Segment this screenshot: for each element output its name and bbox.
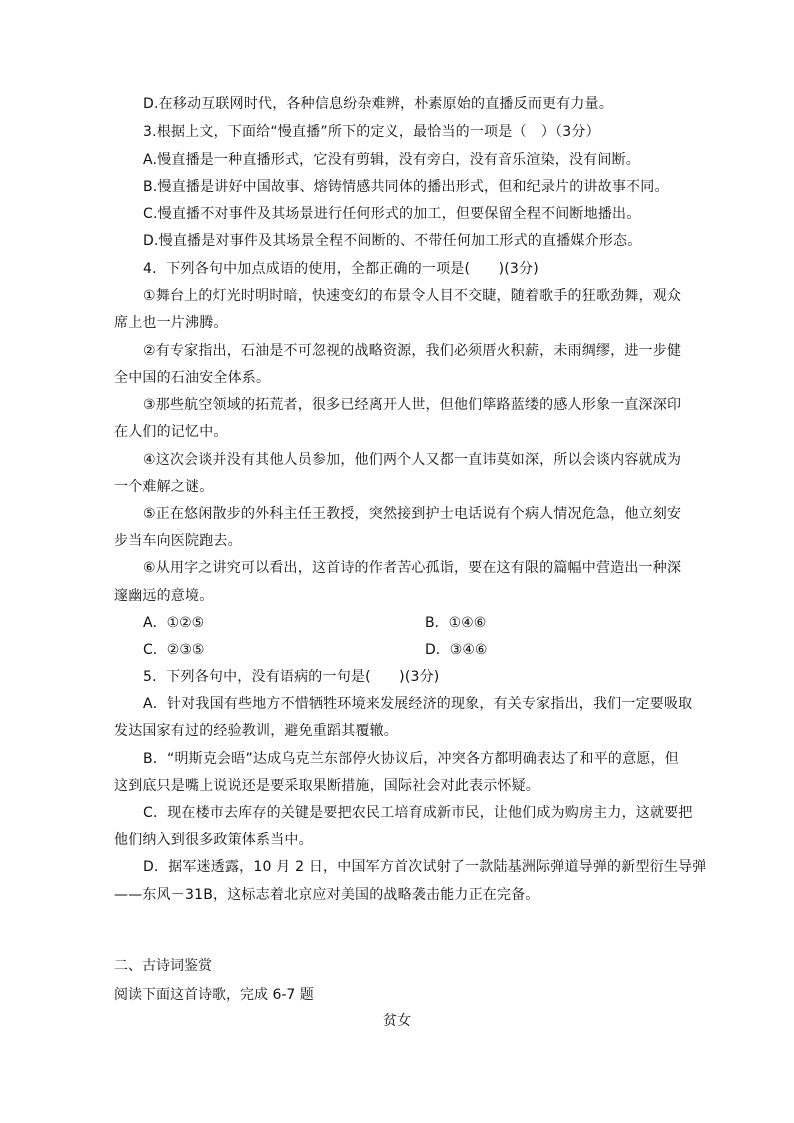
poem-title: 贫女 [383, 1013, 411, 1029]
q3-option-d: D.慢直播是对事件及其场景全程不间断的、不带任何加工形式的直播媒介形态。 [143, 233, 642, 249]
q4-sentence-4-line-2: 一个难解之谜。 [114, 479, 214, 495]
q2-option-d: D.在移动互联网时代，各种信息纷杂难辨，朴素原始的直播反而更有力量。 [143, 96, 614, 112]
q3-option-b: B.慢直播是讲好中国故事、熔铸情感共同体的播出形式，但和纪录片的讲故事不同。 [143, 179, 669, 195]
q5-option-d-line-1: D．据军迷透露，10 月 2 日，中国军方首次试射了一款陆基洲际弹道导弹的新型衍生导弹 [143, 859, 707, 875]
q3-option-c: C.慢直播不对事件及其场景进行任何形式的加工，但要保留全程不间断地播出。 [143, 206, 641, 222]
q3-option-a: A.慢直播是一种直播形式，它没有剪辑，没有旁白，没有音乐渲染，没有间断。 [143, 152, 640, 168]
q4-option-b: B．①④⑥ [425, 615, 487, 631]
q4-sentence-2-line-1: ②有专家指出，石油是不可忽视的战略资源，我们必须厝火积薪，未雨绸缪，进一步健 [143, 343, 682, 359]
q5-option-a-line-2: 发达国家有过的经验教训，避免重蹈其覆辙。 [114, 723, 398, 739]
q4-sentence-3-line-2: 在人们的记忆中。 [114, 424, 228, 440]
q5-option-d-line-2: ——东风－31B，这标志着北京应对美国的战略袭击能力正在完备。 [114, 887, 540, 903]
q5-option-c-line-1: C．现在楼市去库存的关键是要把农民工培育成新市民，让他们成为购房主力，这就要把 [143, 805, 693, 821]
q4-stem: 4．下列各句中加点成语的使用，全都正确的一项是( )(3分) [143, 261, 539, 277]
q4-option-c: C．②③⑤ [143, 642, 205, 658]
q4-sentence-1-line-2: 席上也一片沸腾。 [114, 315, 228, 331]
q4-sentence-4-line-1: ④这次会谈并没有其他人员参加，他们两个人又都一直讳莫如深，所以会谈内容就成为 [143, 452, 682, 468]
section-heading: 二、古诗词鉴赏 [114, 958, 212, 974]
q4-sentence-5-line-2: 步当车向医院跑去。 [114, 533, 242, 549]
q4-option-d: D．③④⑥ [425, 642, 488, 658]
q5-option-a-line-1: A．针对我国有些地方不惜牺牲环境来发展经济的现象，有关专家指出，我们一定要吸取 [143, 696, 693, 712]
q5-option-c-line-2: 他们纳入到很多政策体系当中。 [114, 832, 313, 848]
q4-sentence-6-line-2: 邃幽远的意境。 [114, 588, 214, 604]
q4-sentence-1-line-1: ①舞台上的灯光时明时暗，快速变幻的布景令人目不交睫，随着歌手的狂歌劲舞，观众 [143, 288, 682, 304]
q4-sentence-2-line-2: 全中国的石油安全体系。 [114, 370, 271, 386]
section-instruction: 阅读下面这首诗歌，完成 6-7 题 [114, 987, 314, 1003]
q5-option-b-line-1: B．“明斯克会晤”达成乌克兰东部停火协议后，冲突各方都明确表达了和平的意愿，但 [143, 751, 679, 767]
q5-stem: 5．下列各句中，没有语病的一句是( )(3分) [143, 669, 440, 685]
q5-option-b-line-2: 这到底只是嘴上说说还是要采取果断措施，国际社会对此表示怀疑。 [114, 778, 540, 794]
q3-stem: 3.根据上文，下面给“慢直播”所下的定义，最恰当的一项是（ ）（3分） [143, 124, 600, 140]
q4-option-a: A．①②⑤ [143, 615, 205, 631]
q4-sentence-3-line-1: ③那些航空领域的拓荒者，很多已经离开人世，但他们筚路蓝缕的感人形象一直深深印 [143, 397, 682, 413]
q4-sentence-6-line-1: ⑥从用字之讲究可以看出，这首诗的作者苦心孤诣，要在这有限的篇幅中营造出一种深 [143, 560, 682, 576]
q4-sentence-5-line-1: ⑤正在悠闲散步的外科主任王教授，突然接到护士电话说有个病人情况危急，他立刻安 [143, 506, 682, 522]
